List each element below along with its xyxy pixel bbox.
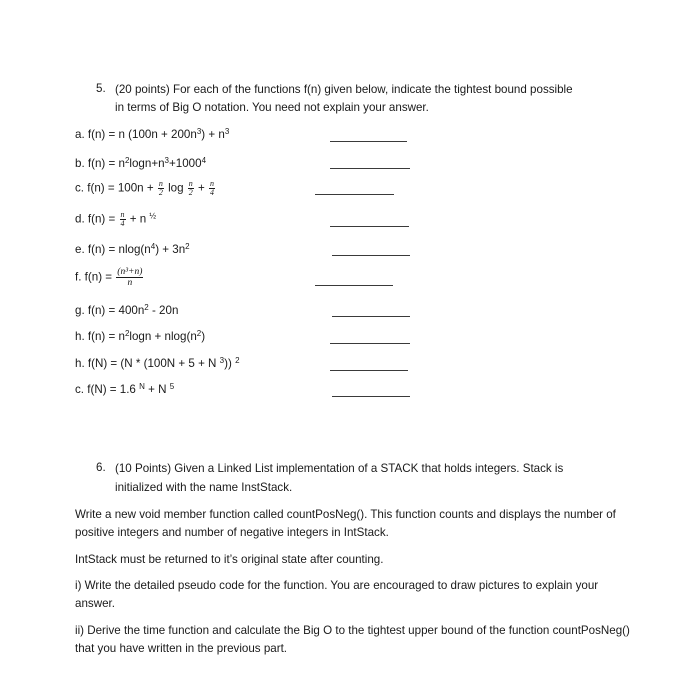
function-item-a: a. f(n) = n $(100n + 200n^3) + n^3$ bbox=[75, 127, 230, 141]
answer-blank-g[interactable] bbox=[332, 316, 410, 317]
question-6-paragraph-4: ii) Derive the time function and calculate the Big O to the tightest upper bound of the function countPosNeg() that you have written in the previous part. bbox=[75, 624, 630, 655]
question-6-paragraph-2: IntStack must be returned to it’s original state after counting. bbox=[75, 553, 384, 566]
function-item-b: b. $f(n) = n^2\log n+n^3+1000^4$ bbox=[75, 156, 207, 170]
question-6-line1: (10 Points) Given a Linked List implementation of a STACK that holds integers. Stack is bbox=[115, 462, 564, 475]
answer-blank-h2[interactable] bbox=[330, 370, 408, 371]
answer-blank-b[interactable] bbox=[330, 168, 410, 169]
question-6-number: 6. bbox=[96, 461, 106, 474]
answer-blank-h1[interactable] bbox=[330, 343, 410, 344]
question-5-number: 5. bbox=[96, 82, 106, 95]
question-6-paragraph-1: Write a new void member function called countPosNeg(). This function counts and displays the number of positive integers and number of negative integers in IntStack. bbox=[75, 508, 616, 539]
question-5-line1: (20 points) For each of the functions f(n) given below, indicate the tightest bound possible bbox=[115, 83, 573, 96]
answer-blank-c2[interactable] bbox=[332, 396, 410, 397]
answer-blank-e[interactable] bbox=[332, 255, 410, 256]
answer-blank-f[interactable] bbox=[315, 285, 393, 286]
answer-blank-c[interactable] bbox=[315, 194, 394, 195]
function-item-e: e. $f(n) = nlog(n^4) + 3n^2$ bbox=[75, 242, 190, 256]
answer-blank-a[interactable] bbox=[330, 141, 407, 142]
function-item-f: f. f(n) = $\frac{\text{(n³+n)}}{n}$ bbox=[75, 267, 143, 288]
function-item-h2: h. f(N) = (N * (100N + 5 + N $^3$)) $^2$ bbox=[75, 356, 240, 370]
question-5-line2: in terms of Big O notation. You need not explain your answer. bbox=[115, 101, 429, 114]
function-item-c2: c. f(N) = 1.6 $^N$ + N $^5$ bbox=[75, 382, 175, 396]
function-item-d: d. f(n) = $\frac{n}{4}$ + n $^{\frac{1}{2}}$ bbox=[75, 210, 157, 228]
question-6-line2: initialized with the name InstStack. bbox=[115, 481, 293, 494]
answer-blank-d[interactable] bbox=[330, 226, 409, 227]
question-6-paragraph-3: i) Write the detailed pseudo code for the function. You are encouraged to draw pictures to explain your answer. bbox=[75, 579, 599, 610]
function-item-h1: h. $f(n) = n^2\log n + nlog(n^2)$ bbox=[75, 329, 206, 343]
function-item-c: c. f(n) = 100n + $\frac{n}{2}$ log $\frac{n}{2}$ + $\frac{n}{4}$ bbox=[75, 179, 214, 197]
function-item-g: g. $f(n) = 400n^2 - 20n$ bbox=[75, 303, 179, 317]
